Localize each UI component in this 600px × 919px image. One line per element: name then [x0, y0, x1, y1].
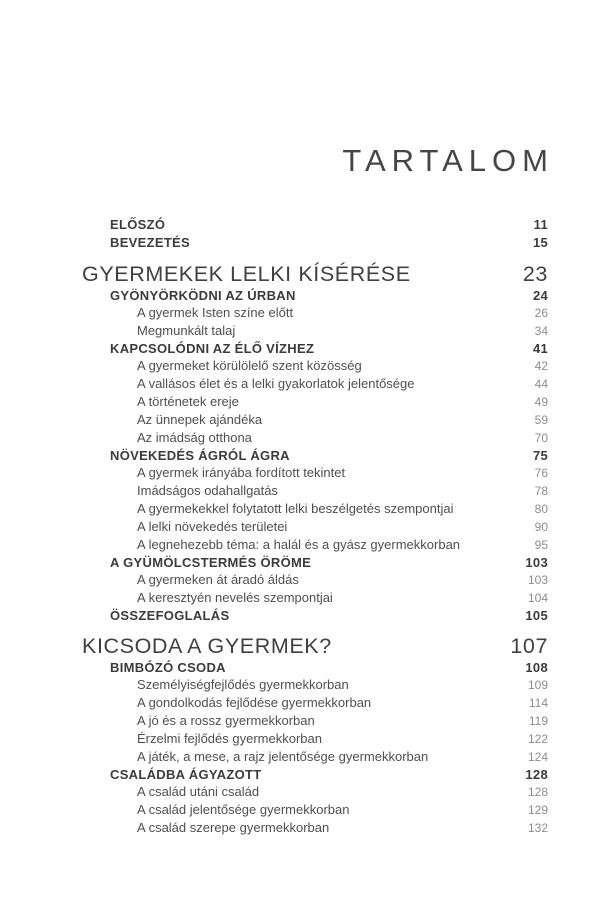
- toc-entry-label: A család utáni család: [137, 784, 260, 799]
- toc-chapter: [82, 633, 548, 659]
- toc-chapter-page-number: 107: [510, 634, 548, 658]
- toc-section: [110, 447, 548, 464]
- toc-section: [110, 659, 548, 676]
- toc-entry: [137, 482, 548, 500]
- toc-entry-label: Az ünnepek ajándéka: [137, 412, 263, 427]
- toc-entry-label: A gyermeket körülölelő szent közösség: [137, 358, 362, 373]
- toc-entry-label: A gyermek irányába fordított tekintet: [137, 465, 346, 480]
- toc-entry-page-number: 104: [527, 591, 548, 605]
- toc-section-page-number: 128: [525, 767, 548, 782]
- toc-chapter-label: GYERMEKEK LELKI KÍSÉRÉSE: [82, 262, 411, 286]
- toc-entry-page-number: 49: [534, 395, 548, 409]
- toc-entry-page-number: 44: [534, 377, 548, 391]
- toc-entry: [137, 730, 548, 748]
- toc-entry: [137, 819, 548, 837]
- toc-entry: [137, 571, 548, 589]
- toc-entry-label: A gyermekekkel folytatott lelki beszélgetés szempontjai: [137, 501, 454, 516]
- toc-chapter: [82, 261, 548, 287]
- toc-entry-page-number: 103: [527, 573, 548, 587]
- toc-entry-label: Érzelmi fejlődés gyermekkorban: [137, 731, 322, 746]
- toc-entry-label: A történetek ereje: [137, 394, 239, 409]
- toc-entry: [137, 304, 548, 322]
- toc-entry-label: Imádságos odahallgatás: [137, 483, 278, 498]
- toc-entry-label: A lelki növekedés területei: [137, 519, 288, 534]
- toc-entry: [137, 500, 548, 518]
- toc-section-label: GYÖNYÖRKÖDNI AZ ÚRBAN: [110, 288, 296, 303]
- toc-entry-page-number: 132: [527, 821, 548, 835]
- toc-entry-page-number: 76: [534, 466, 548, 480]
- toc-entry-page-number: 26: [534, 306, 548, 320]
- toc-section: [110, 340, 548, 357]
- toc-chapter-page-number: 23: [522, 262, 548, 286]
- toc-entry-page-number: 70: [534, 431, 548, 445]
- toc-section-page-number: 24: [532, 288, 548, 303]
- toc-entry: [137, 322, 548, 340]
- toc-front-item: [110, 234, 548, 252]
- toc-entry-page-number: 109: [527, 678, 548, 692]
- toc-entry-page-number: 124: [527, 750, 548, 764]
- toc-section: [110, 287, 548, 304]
- toc-section-page-number: 108: [525, 660, 548, 675]
- toc-entry: [137, 801, 548, 819]
- toc-section-page-number: 105: [525, 608, 548, 623]
- toc-section: [110, 607, 548, 624]
- toc-chapter-label: KICSODA A GYERMEK?: [82, 634, 332, 658]
- toc-entry: [137, 589, 548, 607]
- toc-entry-page-number: 95: [534, 538, 548, 552]
- toc-rows: [82, 216, 548, 837]
- toc-entry-page-number: 128: [527, 785, 548, 799]
- page-title: TARTALOM: [342, 143, 554, 178]
- toc-section-page-number: 41: [532, 341, 548, 356]
- toc-entry-label: A gondolkodás fejlődése gyermekkorban: [137, 695, 372, 710]
- toc-entry: [137, 748, 548, 766]
- toc-entry-page-number: 78: [534, 484, 548, 498]
- toc-entry-page-number: 42: [534, 359, 548, 373]
- toc-entry-label: A gyermeken át áradó áldás: [137, 572, 299, 587]
- toc-front-item-label: ELŐSZÓ: [110, 217, 166, 232]
- toc-front-item-label: BEVEZETÉS: [110, 235, 190, 250]
- toc-entry: [137, 375, 548, 393]
- toc-entry-page-number: 122: [527, 732, 548, 746]
- toc-section-page-number: 103: [525, 555, 548, 570]
- toc-entry-page-number: 129: [527, 803, 548, 817]
- toc-section-label: ÖSSZEFOGLALÁS: [110, 608, 230, 623]
- toc-entry-label: A keresztyén nevelés szempontjai: [137, 590, 333, 605]
- toc-entry: [137, 783, 548, 801]
- toc-entry-label: Megmunkált talaj: [137, 323, 236, 338]
- toc-entry-page-number: 114: [528, 696, 548, 710]
- toc-entry: [137, 393, 548, 411]
- toc-entry: [137, 694, 548, 712]
- toc-section-label: NÖVEKEDÉS ÁGRÓL ÁGRA: [110, 448, 290, 463]
- toc-entry: [137, 464, 548, 482]
- toc-section-label: CSALÁDBA ÁGYAZOTT: [110, 767, 262, 782]
- toc-entry-page-number: 90: [534, 520, 548, 534]
- toc-entry-page-number: 80: [534, 502, 548, 516]
- toc-section-page-number: 75: [532, 448, 548, 463]
- toc-entry-label: A gyermek Isten színe előtt: [137, 305, 294, 320]
- toc-entry: [137, 357, 548, 375]
- toc-entry-label: Az imádság otthona: [137, 430, 252, 445]
- toc-front-item-page-number: 15: [532, 235, 548, 250]
- toc-entry-label: A legnehezebb téma: a halál és a gyász gyermekkorban: [137, 537, 461, 552]
- toc-entry-label: A játék, a mese, a rajz jelentősége gyermekkorban: [137, 749, 429, 764]
- toc-entry-page-number: 119: [528, 714, 548, 728]
- toc-entry-label: A jó és a rossz gyermekkorban: [137, 713, 315, 728]
- toc-entry: [137, 518, 548, 536]
- toc-entry-label: A vallásos élet és a lelki gyakorlatok jelentősége: [137, 376, 415, 391]
- toc-entry: [137, 536, 548, 554]
- toc-entry-label: A család jelentősége gyermekkorban: [137, 802, 350, 817]
- toc-front-item: [110, 216, 548, 234]
- toc-section: [110, 554, 548, 571]
- toc-entry-page-number: 34: [534, 324, 548, 338]
- toc-entry: [137, 712, 548, 730]
- toc-entry: [137, 411, 548, 429]
- toc-section-label: BIMBÓZÓ CSODA: [110, 660, 226, 675]
- toc-section: [110, 766, 548, 783]
- toc-entry-page-number: 59: [534, 413, 548, 427]
- toc-front-item-page-number: 11: [533, 217, 548, 232]
- toc-entry: [137, 676, 548, 694]
- toc-section-label: KAPCSOLÓDNI AZ ÉLŐ VÍZHEZ: [110, 341, 315, 356]
- toc-entry: [137, 429, 548, 447]
- toc-entry-label: Személyiségfejlődés gyermekkorban: [137, 677, 349, 692]
- toc-section-label: A GYÜMÖLCSTERMÉS ÖRÖME: [110, 555, 312, 570]
- toc-entry-label: A család szerepe gyermekkorban: [137, 820, 330, 835]
